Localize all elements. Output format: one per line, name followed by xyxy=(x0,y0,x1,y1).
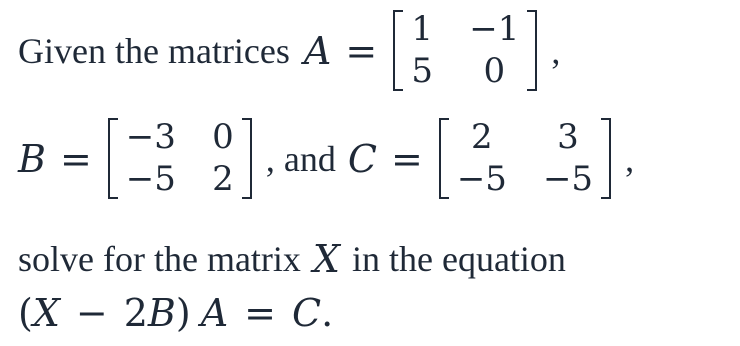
left-bracket xyxy=(439,118,449,199)
matrix-a xyxy=(393,10,537,91)
matrix-b xyxy=(108,118,252,199)
close-paren: ) xyxy=(175,291,191,335)
right-bracket xyxy=(242,118,252,199)
intro-text: Given the matrices xyxy=(18,30,290,71)
matrix-b-cell: −3 xyxy=(125,117,176,157)
matrix-c-cell: 3 xyxy=(557,117,579,157)
matrix-c-cell: −5 xyxy=(456,158,507,199)
and-text: , and xyxy=(265,138,336,179)
matrix-a-symbol: A xyxy=(303,28,332,73)
matrix-c-cell: −5 xyxy=(542,158,594,199)
left-bracket xyxy=(393,10,403,91)
a-symbol: A xyxy=(200,291,229,335)
matrix-b-cell: 2 xyxy=(212,158,234,199)
matrix-a-cell: 0 xyxy=(483,50,506,91)
matrix-c-cell: 2 xyxy=(471,117,493,157)
comma: , xyxy=(551,30,561,71)
open-paren: ( xyxy=(18,291,33,335)
matrix-a-cell: −1 xyxy=(469,9,520,49)
right-bracket xyxy=(527,10,537,91)
matrix-x-symbol: X xyxy=(312,237,340,281)
x-symbol: X xyxy=(32,291,60,335)
left-bracket xyxy=(108,118,118,199)
matrix-c-symbol: C xyxy=(347,136,377,181)
line-solve-for-x xyxy=(18,237,566,281)
matrix-c xyxy=(439,118,611,199)
line-matrices-b-c xyxy=(18,118,634,199)
equals-sign: = xyxy=(345,28,378,73)
period: . xyxy=(321,291,334,335)
minus-sign: − xyxy=(75,291,108,335)
matrix-a-cell: 1 xyxy=(411,9,434,49)
line-given-matrix-a xyxy=(18,10,560,91)
comma: , xyxy=(625,138,635,179)
b-symbol: B xyxy=(147,291,176,335)
c-symbol: C xyxy=(291,291,322,335)
coefficient: 2 xyxy=(123,291,148,335)
equals-sign: = xyxy=(244,291,276,335)
matrix-b-symbol: B xyxy=(18,136,46,181)
equation-text: in the equation xyxy=(351,239,566,279)
right-bracket xyxy=(601,118,611,199)
matrix-b-cell: 0 xyxy=(212,117,234,157)
matrix-a-cell: 5 xyxy=(411,50,434,91)
solve-text: solve for the matrix xyxy=(18,239,301,279)
matrix-b-cell: −5 xyxy=(125,158,176,199)
line-equation xyxy=(18,291,334,335)
equals-sign: = xyxy=(59,136,92,181)
equals-sign: = xyxy=(390,136,423,181)
